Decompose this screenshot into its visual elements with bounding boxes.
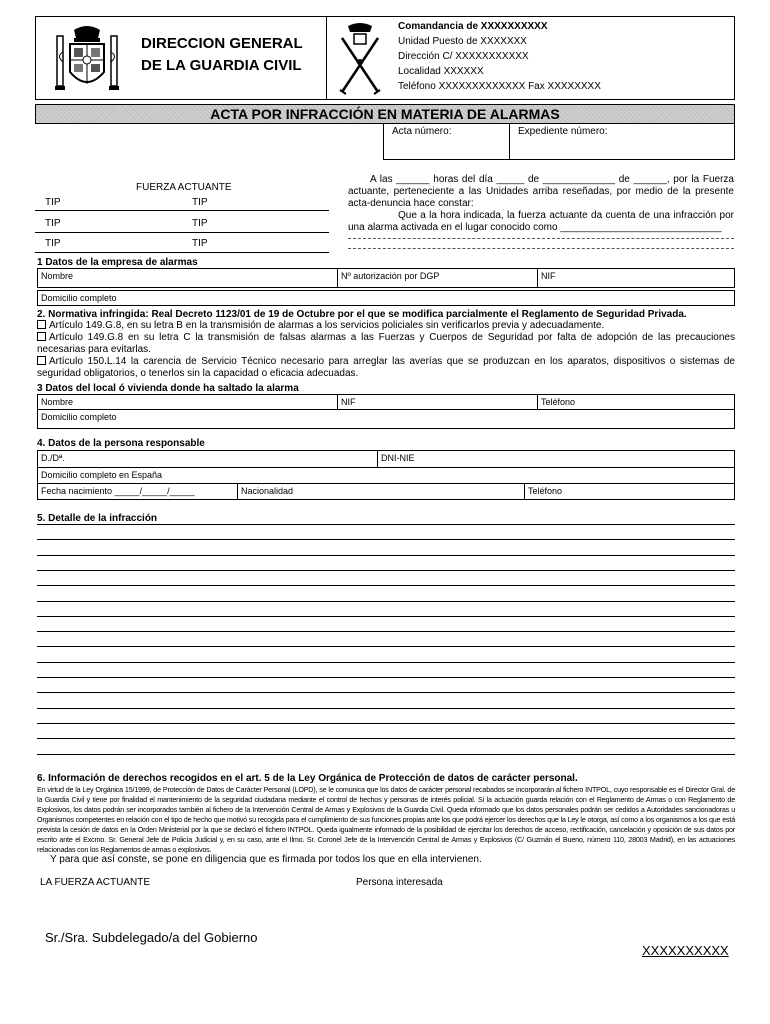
tip-row-1-right: TIP bbox=[192, 197, 208, 208]
empresa-domicilio-label: Domicilio completo bbox=[41, 293, 117, 303]
empresa-autorizacion-label: Nº autorización por DGP bbox=[341, 271, 440, 281]
tip-row-3-left: TIP bbox=[45, 238, 61, 249]
tip-line-1 bbox=[35, 210, 329, 211]
detalle-line[interactable] bbox=[37, 524, 735, 525]
direccion-text: Dirección C/ XXXXXXXXXXX bbox=[398, 51, 529, 62]
responsable-domicilio-field[interactable] bbox=[37, 467, 735, 484]
detalle-line[interactable] bbox=[37, 616, 735, 617]
org-title bbox=[141, 33, 321, 77]
acta-numero-field[interactable] bbox=[383, 123, 510, 160]
tip-line-2 bbox=[35, 232, 329, 233]
fuerza-actuante-label: FUERZA ACTUANTE bbox=[136, 182, 232, 193]
detalle-line[interactable] bbox=[37, 708, 735, 709]
article-149-b-item[interactable] bbox=[37, 320, 735, 332]
section3-title: 3 Datos del local ó vivienda donde ha saltado la alarma bbox=[37, 383, 299, 394]
responsable-dni-field[interactable] bbox=[377, 450, 735, 468]
detalle-line[interactable] bbox=[37, 738, 735, 739]
intro-dash-1 bbox=[348, 238, 734, 239]
unidad-text: Unidad Puesto de XXXXXXX bbox=[398, 36, 527, 47]
article-149-c-item[interactable] bbox=[37, 332, 735, 356]
header-divider-left bbox=[326, 16, 327, 100]
unit-info bbox=[398, 19, 601, 94]
telefono-text: Teléfono XXXXXXXXXXXXX Fax XXXXXXXX bbox=[398, 81, 601, 92]
responsable-nacionalidad-label: Nacionalidad bbox=[241, 486, 294, 496]
responsable-domicilio-label: Domicilio completo en España bbox=[41, 470, 163, 480]
signature-persona-label: Persona interesada bbox=[356, 877, 443, 888]
guardia-civil-emblem-icon bbox=[336, 20, 384, 96]
empresa-nombre-label: Nombre bbox=[41, 271, 74, 281]
local-telefono-label: Teléfono bbox=[541, 397, 576, 407]
empresa-domicilio-field[interactable] bbox=[37, 290, 735, 306]
section1-title: 1 Datos de la empresa de alarmas bbox=[37, 257, 198, 268]
local-domicilio-field[interactable] bbox=[37, 409, 735, 429]
tip-row-2-right: TIP bbox=[192, 218, 208, 229]
responsable-fecha-field[interactable] bbox=[37, 483, 238, 500]
detalle-line[interactable] bbox=[37, 601, 735, 602]
article-149-c-text: Artículo 149.G.8 en su letra C la transmisión de falsas alarmas a las Fuerzas y Cuerpos de Seguridad por falta de adopción de las precauciones necesarias para evitarlas. bbox=[37, 332, 735, 355]
article-149-b-checkbox[interactable] bbox=[37, 320, 46, 329]
intro-line2: Que a la hora indicada, la fuerza actuante da cuenta de una infracción por una alarma activada en el lugar conocido como _____________________________ bbox=[348, 210, 734, 233]
local-telefono-field[interactable] bbox=[537, 394, 735, 410]
article-150-text: Artículo 150.L.14 la carencia de Servicio Técnico necesario para arreglar las averías que se produzcan en los aparatos, dispositivos o sistemas de seguridad obligatorios, o tenerlos sin la capacidad o eficacia adecuadas. bbox=[37, 356, 735, 379]
tip-row-1-left: TIP bbox=[45, 197, 61, 208]
org-title-line2: DE LA GUARDIA CIVIL bbox=[141, 57, 302, 74]
responsable-telefono-field[interactable] bbox=[524, 483, 735, 500]
responsable-dni-label: DNI-NIE bbox=[381, 453, 415, 463]
responsable-nombre-label: D./Dª. bbox=[41, 453, 65, 463]
expediente-numero-field[interactable] bbox=[509, 123, 735, 160]
section6-closing: Y para que así conste, se pone en diligencia que es firmada por todos los que en ella intervienen. bbox=[50, 854, 482, 865]
local-nombre-label: Nombre bbox=[41, 397, 74, 407]
section5-title: 5. Detalle de la infracción bbox=[37, 513, 158, 524]
localidad-text: Localidad XXXXXX bbox=[398, 66, 484, 77]
detalle-line[interactable] bbox=[37, 570, 735, 571]
signature-fuerza-label: LA FUERZA ACTUANTE bbox=[40, 877, 151, 888]
expediente-numero-label: Expediente número: bbox=[518, 126, 608, 137]
detalle-line[interactable] bbox=[37, 662, 735, 663]
responsable-nombre-field[interactable] bbox=[37, 450, 378, 468]
org-title-line1: DIRECCION GENERAL bbox=[141, 35, 303, 52]
comandancia-text: Comandancia de XXXXXXXXXX bbox=[398, 21, 548, 32]
footer-code: XXXXXXXXXX bbox=[642, 943, 729, 958]
section6-title: 6. Información de derechos recogidos en el art. 5 de la Ley Orgánica de Protección de datos de carácter personal. bbox=[37, 773, 578, 784]
coat-of-arms-icon bbox=[52, 22, 122, 96]
local-domicilio-label: Domicilio completo bbox=[41, 412, 117, 422]
local-nif-label: NIF bbox=[341, 397, 356, 407]
intro-text bbox=[348, 174, 734, 234]
intro-dash-2 bbox=[348, 248, 734, 249]
section2-items bbox=[37, 320, 735, 380]
tip-row-2-left: TIP bbox=[45, 218, 61, 229]
acta-numero-label: Acta número: bbox=[392, 126, 452, 137]
responsable-telefono-label: Teléfono bbox=[528, 486, 563, 496]
empresa-autorizacion-field[interactable] bbox=[337, 268, 538, 288]
detalle-line[interactable] bbox=[37, 539, 735, 540]
detalle-line[interactable] bbox=[37, 723, 735, 724]
responsable-fecha-label: Fecha nacimiento _____/_____/_____ bbox=[41, 486, 195, 496]
section4-title: 4. Datos de la persona responsable bbox=[37, 438, 205, 449]
local-nombre-field[interactable] bbox=[37, 394, 338, 410]
form-title: ACTA POR INFRACCIÓN EN MATERIA DE ALARMAS bbox=[210, 106, 560, 122]
header-box bbox=[35, 16, 735, 100]
empresa-nif-label: NIF bbox=[541, 271, 556, 281]
detalle-line[interactable] bbox=[37, 585, 735, 586]
empresa-nif-field[interactable] bbox=[537, 268, 735, 288]
detalle-line[interactable] bbox=[37, 692, 735, 693]
tip-line-3 bbox=[35, 252, 329, 253]
tip-row-3-right: TIP bbox=[192, 238, 208, 249]
detalle-line[interactable] bbox=[37, 754, 735, 755]
intro-line1: A las ______ horas del día _____ de _____________ de ______, por la Fuerza actuante, perteneciente a las Unidades arriba reseñadas, por medio de la presente acta-denuncia hace constar: bbox=[348, 174, 734, 209]
subdelegado-label: Sr./Sra. Subdelegado/a del Gobierno bbox=[45, 930, 258, 945]
section6-body: En virtud de la Ley Orgánica 15/1999, de Protección de Datos de Carácter Personal (LOPD), se le comunica que los datos de carácter personal recabados se incorporarán al fichero INTPOL, cuyo responsable es el Director Gral. de la Guardia Civil y tiene por finalidad el mantenimiento de la seguridad ciudadana mediante el control de hechos y personas de interés policial. Si la actuación guarda relación con el Reglamento de Armas o con Reglamento de Explosivos, los datos podrán ser incorporados también al fichero de la Intervención Central de Armas y Explosivos de la Guardia Civil. Queda informado que los datos personales podrán ser cedidos a Autoridades sancionadoras u Organismos competentes en relación con el tipo de hecho que motivó su recogida para el cumplimiento de sus funciones propias ante los que podrá ejercer los derechos que la Ley le otorga, así como a los organismos a los que está prevista la cesión de datos en la Orden Ministerial por la que se declaró el fichero INTPOL. Queda igualmente informado de la posibilidad de ejercitar los derechos de acceso, rectificación, cancelación y oposición de sus datos por escrito ante el Excmo. Sr. General Jefe de Policía Judicial y, en su caso, ante el Ilmo. Sr. Coronel Jefe de la Intervención Central de Armas y Explosivos (C/ Guzmán el Bueno, número 110, 28003 Madrid), en las actuaciones relacionadas con los Reglamentos de armas o explosivos. bbox=[37, 785, 735, 854]
article-149-c-checkbox[interactable] bbox=[37, 332, 46, 341]
detalle-line[interactable] bbox=[37, 555, 735, 556]
section2-title: 2. Normativa infringida: Real Decreto 1123/01 de 19 de Octubre por el que se modifica parcialmente el Reglamento de Seguridad Privada. bbox=[37, 309, 687, 320]
article-149-b-text: Artículo 149.G.8, en su letra B en la transmisión de alarmas a los servicios policiales sin verificarlos previa y adecuadamente. bbox=[49, 320, 605, 331]
detalle-line[interactable] bbox=[37, 677, 735, 678]
article-150-checkbox[interactable] bbox=[37, 356, 46, 365]
local-nif-field[interactable] bbox=[337, 394, 538, 410]
detalle-line[interactable] bbox=[37, 646, 735, 647]
responsable-nacionalidad-field[interactable] bbox=[237, 483, 525, 500]
empresa-nombre-field[interactable] bbox=[37, 268, 338, 288]
article-150-item[interactable] bbox=[37, 356, 735, 380]
title-bar bbox=[35, 104, 735, 124]
detalle-line[interactable] bbox=[37, 631, 735, 632]
